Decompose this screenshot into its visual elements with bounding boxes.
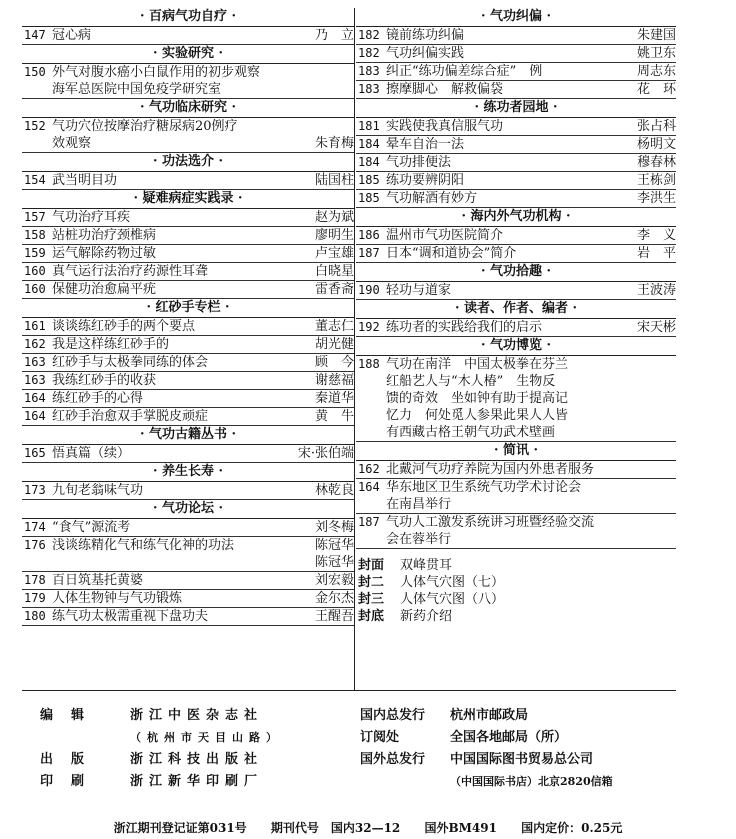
toc-entry bbox=[356, 172, 676, 190]
toc-entry bbox=[22, 482, 354, 500]
page-number: 187 bbox=[358, 246, 380, 260]
cover-label: 封面 bbox=[358, 558, 385, 573]
page-number: 162 bbox=[358, 462, 380, 476]
section bbox=[22, 426, 354, 463]
section bbox=[356, 263, 676, 300]
toc-entry bbox=[22, 27, 354, 45]
entry-title: 站桩功治疗颈椎病 bbox=[52, 228, 157, 243]
entry-title: 气功人工激发系统讲习班暨经验交流 bbox=[386, 515, 595, 530]
subscription-value: 全国各地邮局（所） bbox=[450, 730, 568, 745]
entry-title: 红砂手与太极拳同练的体会 bbox=[52, 355, 209, 370]
entry-title: 练功要辨阴阳 bbox=[386, 173, 465, 188]
toc-entry bbox=[356, 461, 676, 479]
page-number: 187 bbox=[358, 515, 380, 529]
page-number: 190 bbox=[358, 283, 380, 297]
entry-title: 轻功与道家 bbox=[386, 283, 452, 298]
toc-entry-continued bbox=[356, 390, 676, 407]
toc-entry bbox=[356, 245, 676, 263]
toc-entry bbox=[22, 372, 354, 390]
entry-title: 九旬老翁味气功 bbox=[52, 483, 144, 498]
entry-line: 有西藏古格王朝气功武术壁画 bbox=[386, 425, 556, 440]
toc-entry bbox=[356, 63, 676, 81]
entry-author: 顾 今 bbox=[314, 355, 354, 370]
cover-label: 封底 bbox=[358, 609, 385, 624]
entry-author: 朱建国 bbox=[636, 28, 676, 43]
page-number: 192 bbox=[358, 320, 380, 334]
entry-title: 晕车自治一法 bbox=[386, 137, 465, 152]
entry-author: 刘冬梅 bbox=[314, 520, 354, 535]
entry-title: 气功在南洋 中国太极拳在芬兰 bbox=[386, 357, 569, 372]
entry-title: 气功纠偏实践 bbox=[386, 46, 465, 61]
subscription-label: 订阅处 bbox=[360, 730, 400, 745]
entry-title: 红砂手治愈双手掌脱皮顽症 bbox=[52, 409, 209, 424]
domestic-distributor-label: 国内总发行 bbox=[360, 708, 426, 723]
cover-item bbox=[356, 574, 676, 591]
section-heading: · 功法选介 · bbox=[22, 153, 354, 172]
registration-number: 浙江期刊登记证第031号 bbox=[113, 821, 247, 835]
entry-title: 纠正“练功偏差综合症” 例 bbox=[386, 64, 543, 79]
entry-author: 廖明生 bbox=[314, 228, 354, 243]
toc-entry bbox=[22, 608, 354, 626]
page-number: 184 bbox=[358, 137, 380, 151]
section-heading: · 疑难病症实践录 · bbox=[22, 190, 354, 209]
toc-entry bbox=[22, 227, 354, 245]
section bbox=[22, 500, 354, 626]
page-number: 161 bbox=[24, 319, 46, 333]
page-number: 185 bbox=[358, 191, 380, 205]
entry-title: 保健功治愈扁平疣 bbox=[52, 282, 157, 297]
foreign-code: 国外BM491 bbox=[424, 821, 497, 835]
entry-author: 林乾良 bbox=[314, 483, 354, 498]
entry-title: 练红砂手的心得 bbox=[52, 391, 144, 406]
toc-entry bbox=[22, 390, 354, 408]
entry-title: 练气功太极需重视下盘功夫 bbox=[52, 609, 209, 624]
right-column bbox=[356, 8, 676, 625]
editor-address: （杭州市天目山路） bbox=[130, 731, 283, 744]
toc-entry bbox=[356, 118, 676, 136]
foreign-distributor-value: 中国国际图书贸易总公司 bbox=[450, 752, 594, 767]
toc-entry bbox=[356, 81, 676, 99]
entry-title: “食气”源流考 bbox=[52, 520, 131, 535]
toc-entry-continued bbox=[356, 531, 676, 549]
entry-author: 王波涛 bbox=[636, 283, 676, 298]
section bbox=[22, 45, 354, 99]
page-number: 164 bbox=[358, 480, 380, 494]
entry-title: 我是这样练红砂手的 bbox=[52, 337, 170, 352]
page-number: 173 bbox=[24, 483, 46, 497]
section-heading: · 气功论坛 · bbox=[22, 500, 354, 519]
toc-entry bbox=[22, 245, 354, 263]
cover-label: 封三 bbox=[358, 592, 385, 607]
entry-title: 真气运行法治疗药源性耳聋 bbox=[52, 264, 209, 279]
section-heading: · 实验研究 · bbox=[22, 45, 354, 64]
cover-value: 双峰贯耳 bbox=[400, 558, 453, 573]
cover-item bbox=[356, 591, 676, 608]
colophon-row-publisher bbox=[40, 749, 680, 771]
cover-item bbox=[356, 608, 676, 625]
publisher-value: 浙江科技出版社 bbox=[130, 752, 264, 767]
page-number: 165 bbox=[24, 446, 46, 460]
entry-title: 谈谈练红砂手的两个要点 bbox=[52, 319, 196, 334]
toc-entry bbox=[22, 336, 354, 354]
toc-entry bbox=[22, 408, 354, 426]
colophon-row-address bbox=[40, 727, 680, 749]
cover-list bbox=[356, 557, 676, 625]
entry-author: 宋天彬 bbox=[636, 320, 676, 335]
page-number: 157 bbox=[24, 210, 46, 224]
toc-entry bbox=[356, 154, 676, 172]
entry-title: 气功治疗耳疾 bbox=[52, 210, 131, 225]
section-heading: · 读者、作者、编者 · bbox=[356, 300, 676, 319]
entry-author: 李洪生 bbox=[636, 191, 676, 206]
section-heading: · 气功古籍丛书 · bbox=[22, 426, 354, 445]
entry-author: 秦道华 bbox=[314, 391, 354, 406]
entry-author: 杨明文 bbox=[636, 137, 676, 152]
page-number: 147 bbox=[24, 28, 46, 42]
entry-title: 冠心病 bbox=[52, 28, 92, 43]
entry-line: 馈的奇效 坐如钟有助于提高记 bbox=[386, 391, 569, 406]
toc-entry bbox=[22, 172, 354, 190]
entry-title: 实践使我真信服气功 bbox=[386, 119, 504, 134]
entry-line: 红船艺人与“木人椿” 生物反 bbox=[386, 374, 556, 389]
page-number: 174 bbox=[24, 520, 46, 534]
section bbox=[22, 153, 354, 190]
toc-entry bbox=[22, 209, 354, 227]
cover-value: 人体气穴图（七） bbox=[400, 575, 505, 590]
section bbox=[22, 299, 354, 426]
toc-entry bbox=[22, 537, 354, 554]
page-number: 152 bbox=[24, 119, 46, 133]
entry-author: 岩 平 bbox=[636, 246, 676, 261]
toc-entry bbox=[22, 64, 354, 81]
toc-entry bbox=[22, 590, 354, 608]
toc-entry bbox=[356, 479, 676, 496]
price: 国内定价：0.25元 bbox=[521, 821, 623, 835]
toc-entry bbox=[22, 445, 354, 463]
page-number: 163 bbox=[24, 373, 46, 387]
editor-value: 浙江中医杂志社 bbox=[130, 708, 264, 723]
entry-author: 白晓星 bbox=[314, 264, 354, 279]
toc-entry bbox=[356, 136, 676, 154]
domestic-distributor-value: 杭州市邮政局 bbox=[450, 708, 529, 723]
section-heading: · 练功者园地 · bbox=[356, 99, 676, 118]
entry-title: 镜前练功纠偏 bbox=[386, 28, 465, 43]
page-number: 162 bbox=[24, 337, 46, 351]
entry-author: 雷香斋 bbox=[314, 282, 354, 297]
page-number: 179 bbox=[24, 591, 46, 605]
section bbox=[22, 463, 354, 500]
section bbox=[356, 442, 676, 549]
toc-entry-continued bbox=[356, 424, 676, 442]
toc-entry bbox=[22, 281, 354, 299]
page-number: 160 bbox=[24, 282, 46, 296]
cover-item bbox=[356, 557, 676, 574]
publisher-label: 出版 bbox=[40, 752, 103, 767]
section-heading: · 气功拾趣 · bbox=[356, 263, 676, 282]
entry-author: 周志东 bbox=[636, 64, 676, 79]
entry-author: 王醒吾 bbox=[314, 609, 354, 624]
foreign-distributor-address: （中国国际书店）北京2820信箱 bbox=[450, 775, 613, 788]
entry-line: 忆力 何处觅人参果此果人人皆 bbox=[386, 408, 569, 423]
entry-title: 外气对腹水癌小白鼠作用的初步观察 bbox=[52, 65, 261, 80]
entry-author: 赵为斌 bbox=[314, 210, 354, 225]
column-divider bbox=[354, 8, 355, 690]
left-column bbox=[22, 8, 354, 626]
printer-label: 印刷 bbox=[40, 774, 103, 789]
entry-author: 卢宝雄 bbox=[314, 246, 354, 261]
section-heading: · 气功博览 · bbox=[356, 337, 676, 356]
section-heading: · 红砂手专栏 · bbox=[22, 299, 354, 318]
toc-entry bbox=[22, 318, 354, 336]
entry-title: 浅谈练精化气和练气化神的功法 bbox=[52, 538, 235, 553]
entry-title: 悟真篇（续） bbox=[52, 446, 131, 461]
entry-subtitle: 效观察 bbox=[52, 136, 92, 151]
entry-title: 温州市气功医院简介 bbox=[386, 228, 504, 243]
cover-value: 人体气穴图（八） bbox=[400, 592, 505, 607]
section-heading: · 海内外气功机构 · bbox=[356, 208, 676, 227]
section-heading: · 气功临床研究 · bbox=[22, 99, 354, 118]
toc-entry-continued bbox=[22, 81, 354, 99]
entry-title: 百日筑基托黄婆 bbox=[52, 573, 144, 588]
toc-entry-continued bbox=[356, 407, 676, 424]
section-heading: · 气功纠偏 · bbox=[356, 8, 676, 27]
toc-entry bbox=[356, 319, 676, 337]
section bbox=[356, 99, 676, 208]
page-number: 185 bbox=[358, 173, 380, 187]
toc-entry bbox=[356, 356, 676, 373]
cover-value: 新药介绍 bbox=[400, 609, 453, 624]
foreign-distributor-label: 国外总发行 bbox=[360, 752, 426, 767]
entry-author: 乃 立 bbox=[314, 28, 354, 43]
toc-bottom-rule bbox=[22, 690, 676, 691]
entry-title: 气功排便法 bbox=[386, 155, 452, 170]
printer-value: 浙江新华印刷厂 bbox=[130, 774, 264, 789]
page-number: 188 bbox=[358, 357, 380, 371]
section bbox=[356, 300, 676, 337]
entry-author: 张占科 bbox=[636, 119, 676, 134]
toc-entry-continued bbox=[356, 373, 676, 390]
toc-entry bbox=[356, 45, 676, 63]
colophon-row-editor bbox=[40, 705, 680, 727]
entry-subtitle: 海军总医院中国免疫学研究室 bbox=[52, 82, 222, 97]
toc-entry-continued bbox=[22, 554, 354, 572]
toc-entry bbox=[356, 514, 676, 531]
section bbox=[356, 337, 676, 442]
entry-line: 在南昌举行 bbox=[386, 497, 452, 512]
page-number: 186 bbox=[358, 228, 380, 242]
entry-title: 我练红砂手的收获 bbox=[52, 373, 157, 388]
page-number: 163 bbox=[24, 355, 46, 369]
page-number: 164 bbox=[24, 409, 46, 423]
section-heading: · 简讯 · bbox=[356, 442, 676, 461]
page-number: 182 bbox=[358, 46, 380, 60]
entry-author: 陈冠华 bbox=[314, 555, 354, 570]
entry-author: 宋·张伯端 bbox=[297, 446, 354, 461]
toc-entry bbox=[22, 519, 354, 537]
toc-entry bbox=[356, 227, 676, 245]
colophon bbox=[40, 705, 680, 793]
entry-author: 刘宏毅 bbox=[314, 573, 354, 588]
entry-author: 李 义 bbox=[636, 228, 676, 243]
page-number: 158 bbox=[24, 228, 46, 242]
page-number: 181 bbox=[358, 119, 380, 133]
colophon-row-printer bbox=[40, 771, 680, 793]
entry-title: 练功者的实践给我们的启示 bbox=[386, 320, 543, 335]
entry-author: 花 环 bbox=[636, 82, 676, 97]
toc-entry-continued bbox=[356, 496, 676, 514]
page-number: 176 bbox=[24, 538, 46, 552]
editor-label: 编辑 bbox=[40, 708, 103, 723]
page-number: 159 bbox=[24, 246, 46, 260]
page-number: 184 bbox=[358, 155, 380, 169]
entry-author: 金尔杰 bbox=[314, 591, 354, 606]
cover-label: 封二 bbox=[358, 575, 385, 590]
toc-entry-continued bbox=[22, 135, 354, 153]
toc-entry bbox=[356, 27, 676, 45]
entry-author: 胡光健 bbox=[314, 337, 354, 352]
toc-entry bbox=[22, 354, 354, 372]
entry-title: 气功穴位按摩治疗糖尿病20例疗 bbox=[52, 119, 238, 134]
entry-author: 陆国柱 bbox=[314, 173, 354, 188]
page-number: 183 bbox=[358, 64, 380, 78]
entry-author: 穆春林 bbox=[636, 155, 676, 170]
toc-entry bbox=[22, 572, 354, 590]
page-number: 180 bbox=[24, 609, 46, 623]
section bbox=[356, 8, 676, 99]
section bbox=[22, 99, 354, 153]
section-heading: · 百病气功自疗 · bbox=[22, 8, 354, 27]
entry-author: 黄 牛 bbox=[314, 409, 354, 424]
entry-title: 武当明目功 bbox=[52, 173, 118, 188]
entry-author: 姚卫东 bbox=[636, 46, 676, 61]
page-number: 183 bbox=[358, 82, 380, 96]
entry-title: 人体生物钟与气功锻炼 bbox=[52, 591, 183, 606]
section bbox=[22, 8, 354, 45]
section bbox=[22, 190, 354, 299]
page-number: 154 bbox=[24, 173, 46, 187]
page-number: 182 bbox=[358, 28, 380, 42]
entry-author: 朱育梅 bbox=[314, 136, 354, 151]
entry-title: 北戴河气功疗养院为国内外患者服务 bbox=[386, 462, 595, 477]
entry-author: 陈冠华 bbox=[314, 538, 354, 553]
toc-entry bbox=[22, 263, 354, 281]
page-number: 150 bbox=[24, 65, 46, 79]
entry-author: 王栋剑 bbox=[636, 173, 676, 188]
entry-title: 华东地区卫生系统气功学术讨论会 bbox=[386, 480, 582, 495]
section bbox=[356, 208, 676, 263]
page-number: 164 bbox=[24, 391, 46, 405]
section-heading: · 养生长寿 · bbox=[22, 463, 354, 482]
toc-entry bbox=[356, 282, 676, 300]
entry-title: 气功解酒有妙方 bbox=[386, 191, 478, 206]
entry-title: 运气解除药物过敏 bbox=[52, 246, 157, 261]
entry-author: 董志仁 bbox=[314, 319, 354, 334]
periodical-code: 期刊代号 国内32—12 bbox=[270, 821, 401, 835]
entry-line: 会在蓉举行 bbox=[386, 532, 452, 547]
entry-title: 日本“调和道协会”简介 bbox=[386, 246, 517, 261]
footer bbox=[0, 819, 736, 836]
entry-author: 谢慈福 bbox=[314, 373, 354, 388]
toc-entry bbox=[356, 190, 676, 208]
entry-title: 擦摩脚心 解救偏袋 bbox=[386, 82, 504, 97]
toc-entry bbox=[22, 118, 354, 135]
page-number: 178 bbox=[24, 573, 46, 587]
page-number: 160 bbox=[24, 264, 46, 278]
